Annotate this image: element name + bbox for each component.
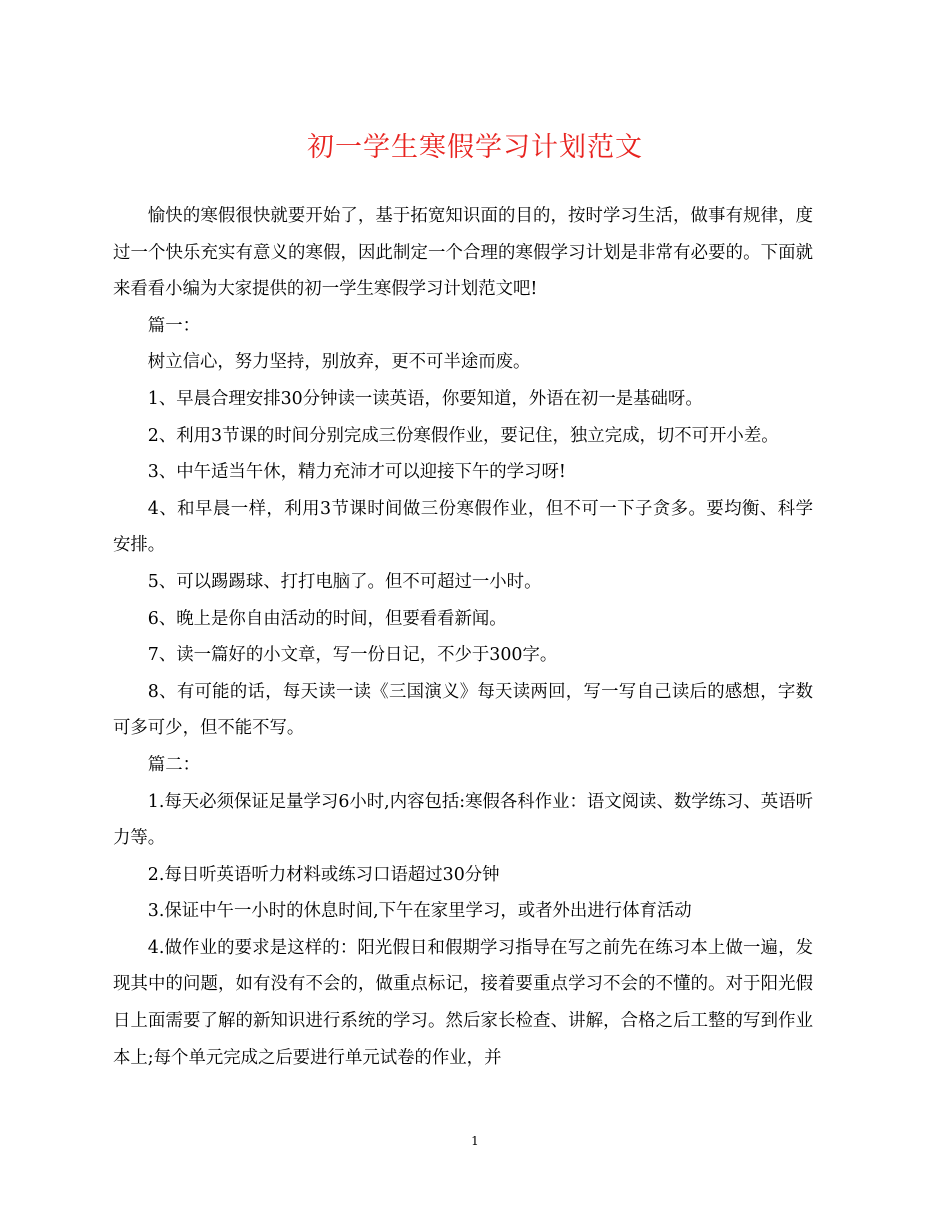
list-item: 3.保证中午一小时的休息时间,下午在家里学习，或者外出进行体育活动	[147, 901, 692, 922]
list-item: 2、利用3节课的时间分别完成三份寒假作业，要记住，独立完成，切不可开小差。	[147, 425, 779, 446]
list-item: 4、和早晨一样，利用3节课时间做三份寒假作业，但不可一下子贪多。要均衡、科学安排。	[113, 498, 813, 556]
list-item: 1.每天必须保证足量学习6小时,内容包括:寒假各科作业：语文阅读、数学练习、英语听力等。	[113, 791, 813, 849]
list-item: 1、早晨合理安排30分钟读一读英语，你要知道，外语在初一是基础呀。	[147, 388, 703, 409]
list-item: 2.每日听英语听力材料或练习口语超过30分钟	[147, 864, 500, 885]
list-item: 5、可以踢踢球、打打电脑了。但不可超过一小时。	[147, 571, 542, 592]
list-item: 6、晚上是你自由活动的时间，但要看看新闻。	[147, 608, 507, 629]
document-title: 初一学生寒假学习计划范文	[307, 132, 643, 163]
section-heading-1: 篇一：	[147, 315, 200, 336]
list-item: 4.做作业的要求是这样的：阳光假日和假期学习指导在写之前先在练习本上做一遍，发现其中的问题，如有没有不会的，做重点标记，接着要重点学习不会的不懂的。对于阳光假日上面需要了解的新知识进行系统的学习。然后家长检查、讲解，合格之后工整的写到作业本上;每个单元完成之后要进行单元试卷的作业，并	[113, 937, 813, 1068]
intro-paragraph: 愉快的寒假很快就要开始了，基于拓宽知识面的目的，按时学习生活，做事有规律，度过一个快乐充实有意义的寒假，因此制定一个合理的寒假学习计划是非常有必要的。下面就来看看小编为大家提供的初一学生寒假学习计划范文吧!	[113, 206, 813, 300]
page-number: 1	[471, 1134, 479, 1148]
document-body	[113, 198, 813, 1076]
list-item: 7、读一篇好的小文章，写一份日记，不少于300字。	[147, 645, 558, 666]
section-heading-2: 篇二：	[147, 754, 200, 775]
list-item: 3、中午适当午休，精力充沛才可以迎接下午的学习呀!	[147, 462, 566, 483]
paragraph: 树立信心，努力坚持，别放弃，更不可半途而废。	[147, 352, 531, 373]
list-item: 8、有可能的话，每天读一读《三国演义》每天读两回，写一写自己读后的感想，字数可多可少，但不能不写。	[113, 681, 813, 739]
